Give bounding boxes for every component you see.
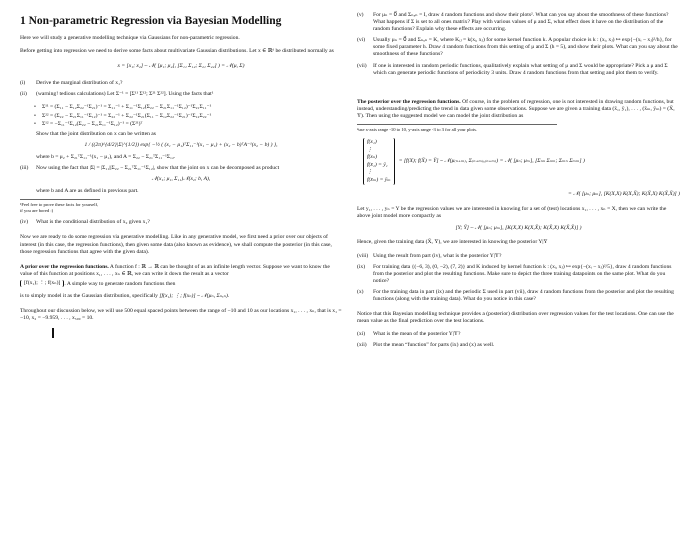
section-title: 1 Non-parametric Regression via Bayesian Modelling [20, 15, 282, 27]
bullet-item: • Σ¹¹ = (Σ₁₁ − Σ₁₂Σ₂₂⁻¹Σ₂₁)⁻¹ = Σ₁₁⁻¹ + Σ₁₁⁻¹Σ₁₂(Σ₂₂ − Σ₂₁Σ₁₁⁻¹Σ₁₂)⁻¹Σ₂₁Σ₁₁⁻¹ [34, 104, 212, 111]
let-y-paragraph: Let y₁, . . . , yₙ = Y be the regression values we are interested in knowing for a set of (test) locations x₁, . . . , xₙ = X, then we can write the above joint model more compactly as [357, 206, 667, 220]
question-ii [20, 91, 342, 98]
hence-text: Hence, given the training data (X̄, Ȳ), we are interested in knowing the posterior Y|Ȳ [357, 239, 548, 246]
question-x [357, 289, 680, 303]
question-label: (v) [357, 12, 364, 18]
posterior-text: Of course, in the problem of regression, one is not interested in drawing random functions, but instead, understanding/predicting the trend in data given some observations. Suppose we are given a training data (x̄₁, ȳ₁), . . . , (x̄ₘ, ȳₘ) = (X̄, Ȳ). Then using the suggested model we can model the joint distribution as [357, 98, 675, 119]
joint-lhs-eq1: f(x̄₁) = ȳ₁ [367, 161, 388, 168]
where-ab-text: where b and A are as defined in previous part. [36, 188, 139, 195]
joint-lhs-n: f(xₙ) [367, 154, 378, 161]
question-vii [357, 63, 680, 77]
posterior-paragraph [357, 99, 680, 120]
notice-paragraph: Notice that this Bayesian modelling technique provides a (posterior) distribution over regression values for the test locations. One can use the mean value as the final prediction over the test locations. [357, 311, 674, 325]
throughout-paragraph: Throughout our discussion below, we will use 500 equal spaced points between the range of −10 and 10 as our locations x₁, . . . , xₙ, that is x₁ = −10, x₂ = −9.959, . . . , x₅₀₀ = 10. [20, 308, 342, 322]
footnote-1: ¹Feel free to prove these facts for yourself, if you are bored :) [20, 199, 100, 214]
question-label: (viii) [357, 252, 369, 259]
posterior-heading: The posterior over the regression functions. [357, 98, 461, 105]
footnote-2: ²use x-axis range -10 to 10, y-axis range -3 to 3 for all your plots. [357, 124, 557, 133]
question-label: (i) [20, 80, 26, 87]
prior-paragraph [20, 264, 342, 278]
bullet-text: Σ¹¹ = (Σ₁₁ − Σ₁₂Σ₂₂⁻¹Σ₂₁)⁻¹ = Σ₁₁⁻¹ + Σ₁₁⁻¹Σ₁₂(Σ₂₂ − Σ₂₁Σ₁₁⁻¹Σ₁₂)⁻¹Σ₂₁Σ₁₁⁻¹ [42, 104, 212, 111]
question-text: (warning! tedious calculations) Let Σ⁻¹ = [Σ¹¹ Σ¹²; Σ²¹ Σ²²]. Using the facts that¹ [36, 91, 214, 98]
question-text: Now using the fact that |Σ| = |Σ₁₁||Σ₂₂ − Σ₂₁ᵀΣ₁₁⁻¹Σ₁₂|, show that the joint on x can be decomposed as product [36, 165, 280, 172]
joint-kernel-equation: = 𝒩( [μₙ; μₘ], [K(X,X) K(X,X̄); K(X̄,X) K(X̄,X̄)] ) [568, 191, 680, 198]
prior-heading: A prior over the regression functions. [20, 263, 109, 270]
joint-model-block [363, 138, 680, 185]
question-label: (vi) [357, 37, 366, 44]
gaussian-setup-paragraph: Before getting into regression we need to derive some facts about multivariate Gaussian distributions. Let x ∈ ℝᵈ be distributed normally as [20, 48, 334, 55]
intro-paragraph: Here we will study a generative modelling technique via Gaussians for non-parametric regression. [20, 35, 240, 41]
joint-lhs-vector: f(x₁) ⋮ f(xₙ) f(x̄₁) = ȳ₁ ⋮ f(x̄ₘ) = ȳₘ [363, 138, 395, 185]
question-text: For training data {(−6, 3), (0, −2), (7, 2)} and K induced by kernel function k : (xᵢ, xⱼ) ↦ exp{−(xᵢ − xⱼ)²/5}, draw 4 random functions from the posterior and plot the resulting functions. Make sure to depict the three training datapoints on the same plot. What do you notice? [373, 263, 672, 284]
question-text: Using the result from part (iv), what is the posterior Y|Ȳ? [373, 252, 502, 259]
question-text: Plot the mean “function” for parts (ix) and (x) as well. [373, 342, 495, 349]
now-ready-paragraph: Now we are ready to do some regression via generative modelling. Like in any generative model, we first need a prior over our objects of interest (in this case, the regression functions), then given some data (also known as evidence), we shall compute the posterior (in this case, those regression functions that agree with the given data). [20, 234, 332, 255]
where-b-text: where b = μ₂ + Σ₂₁ᵀΣ₁₁⁻¹(x₁ − μ₁), and A = Σ₂₂ − Σ₂₁ᵀΣ₁₁⁻¹Σ₁₂. [36, 153, 176, 160]
product-equation: 𝒩(x₁; μ₁, Σ₁₁)𝒩(x₂; b, A), [151, 176, 211, 183]
question-label: (iv) [20, 219, 29, 226]
question-label: (xi) [357, 331, 366, 338]
question-iii [20, 165, 342, 172]
question-text: For μₙ = 0⃗ and Σₙₓₙ = I, draw 4 random functions and show their plots². What can you say about the smoothness of these functions? What happens if Σ is set to all ones matrix? Play with various values of μ and Σ, what effect does it have on the distribution of the random functions? Explain why these effects are occurring. [373, 12, 669, 33]
question-xi [357, 331, 680, 338]
question-text: Derive the marginal distribution of x₁? [36, 80, 123, 87]
prior-text: A function f : ℝ → ℝ can be thought of as an infinite length vector. Suppose we want to know the value of this function at positions x₁, . . . , xₙ ∈ ℝ, we can write it down the result as a vector [20, 263, 330, 277]
joint-lhs-top: f(x₁) [367, 139, 377, 146]
question-text: What is the conditional distribution of x₂ given x₁? [36, 219, 150, 226]
vector-line [20, 280, 342, 288]
joint-density-equation: 1 / ((2π)^{d/2}|Σ|^{1/2}) exp{ −½ ( (x₁ − μ₁)ᵀΣ₁₁⁻¹(x₁ − μ₁) + (x₂ − b)ᵀA⁻¹(x₂ − b) ) }, [84, 141, 278, 148]
question-iv [20, 219, 342, 226]
simply-model-text: is to simply model it as the Gaussian distribution, specifically [20, 293, 158, 299]
text-cursor [52, 328, 54, 338]
question-text: For the training data in part (ix) and the periodic Σ used in part (vii), draw 4 random functions from the posterior and plot the resulting functions (along with the training data). What do you notice in this case? [373, 288, 674, 302]
question-label: (x) [357, 288, 364, 295]
question-label: (ix) [357, 263, 366, 270]
question-text: If one is interested in random periodic functions, qualitatively explain what setting of μ and Σ would be appropriate? Pick a μ and Σ which can generate periodic functions of periodicity 3 units. Draw 4 random functions from that setting and plot them to verify. [373, 62, 668, 76]
joint-gaussian-equation: x = [x₁; x₂] ~ 𝒩( [μ₁; μ₂], [Σ₁₁ Σ₁₂; Σ₂₁ Σ₂₂] ) = 𝒩(μ, Σ) [117, 63, 245, 70]
function-vector: [f(x₁); ⋮; f(xₙ)] [20, 280, 64, 288]
bullet-text: Σ²² = (Σ₂₂ − Σ₂₁Σ₁₁⁻¹Σ₁₂)⁻¹ = Σ₂₂⁻¹ + Σ₂₂⁻¹Σ₂₁(Σ₁₁ − Σ₁₂Σ₂₂⁻¹Σ₂₁)⁻¹Σ₁₂Σ₂₂⁻¹ [42, 112, 212, 119]
joint-lhs-eqm: f(x̄ₘ) = ȳₘ [367, 176, 391, 183]
simple-way-text: . A simple way to generate random functions then [64, 280, 176, 287]
bullet-item: • Σ²² = (Σ₂₂ − Σ₂₁Σ₁₁⁻¹Σ₁₂)⁻¹ = Σ₂₂⁻¹ + Σ₂₂⁻¹Σ₂₁(Σ₁₁ − Σ₁₂Σ₂₂⁻¹Σ₂₁)⁻¹Σ₁₂Σ₂₂⁻¹ [34, 112, 212, 119]
model-line [20, 293, 342, 300]
question-ix [357, 264, 680, 285]
left-column [20, 0, 342, 338]
question-viii [357, 253, 680, 260]
question-v [357, 12, 680, 33]
question-vi [357, 37, 680, 58]
question-xii [357, 342, 680, 349]
question-label: (xii) [357, 342, 367, 349]
question-label: (vii) [357, 62, 367, 69]
prior-distribution: [f(x₁); ⋮; f(xₙ)] ~ 𝒩(μₙ, Σₙₓₙ). [159, 293, 230, 299]
question-i [20, 80, 342, 87]
question-label: (iii) [20, 165, 29, 172]
joint-mid-equation: = [f(X); f(X̄) = Ȳ] ~ 𝒩(μ₍ₙ₊ₘ₎, Σ₍ₙ₊ₘ₎ₓ₍ₙ₊ₘ₎) = 𝒩( [μₙ; μₘ], [Σₙₙ Σₙₘ; Σₘₙ Σₘₘ] ) [398, 157, 585, 164]
show-that-text: Show that the joint distribution on x can be written as [36, 130, 156, 137]
question-label: (ii) [20, 91, 27, 98]
compact-joint-equation: [Y; Ȳ] ~ 𝒩( [μₙ; μₘ], [K(X,X) K(X,X̄); K(X̄,X) K(X̄,X̄)] ) [455, 225, 582, 232]
bullet-text: Σ¹² = −Σ₁₁⁻¹Σ₁₂(Σ₂₂ − Σ₂₁Σ₁₁⁻¹Σ₁₂)⁻¹ = (Σ²¹)ᵀ [42, 120, 143, 127]
question-text: What is the mean of the posterior Y|Ȳ? [373, 331, 461, 338]
question-text: Usually μₙ = 0⃗ and Σₙₓₙ = K, where Kᵢⱼ = k(xᵢ, xⱼ) for some kernel function k. A popular choice is k : (xᵢ, xⱼ) ↦ exp{−(xᵢ − xⱼ)²/h}, for some fixed parameter h. Draw 4 random functions from this setting of μ and Σ (h = 5), and show their plots. What can you say about the smoothness of these functions? [373, 37, 678, 58]
bullet-item: • Σ¹² = −Σ₁₁⁻¹Σ₁₂(Σ₂₂ − Σ₂₁Σ₁₁⁻¹Σ₁₂)⁻¹ = (Σ²¹)ᵀ [34, 120, 143, 127]
right-column [357, 0, 680, 353]
